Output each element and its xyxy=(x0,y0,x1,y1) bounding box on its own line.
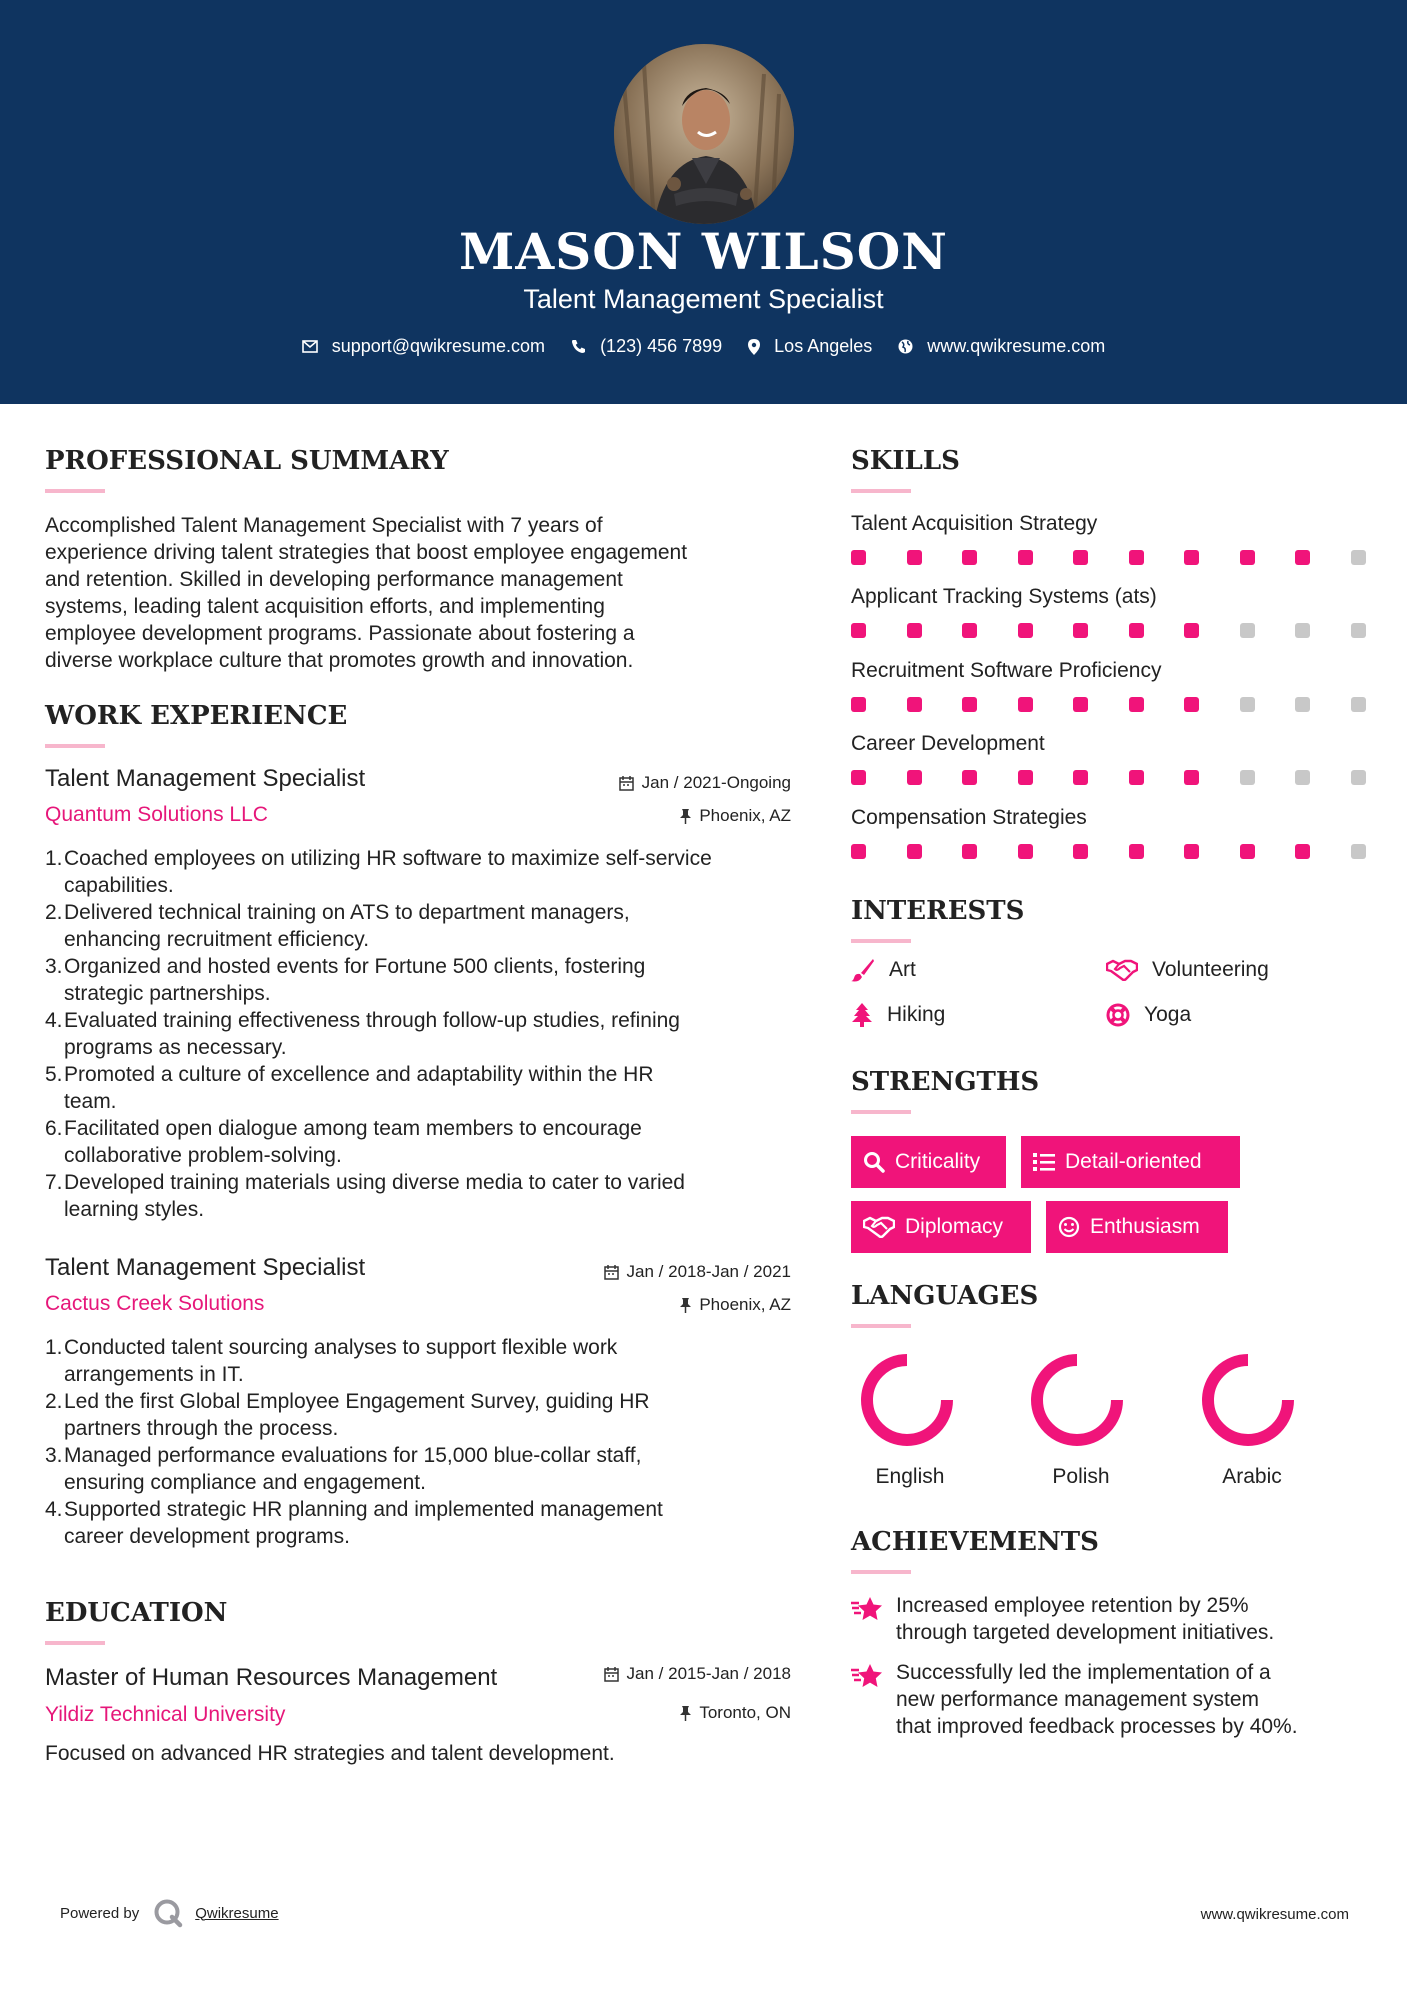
calendar-icon xyxy=(604,1667,619,1682)
job-dates xyxy=(500,1262,791,1282)
skill-dot-filled xyxy=(1073,697,1088,712)
pushpin-icon xyxy=(680,1706,691,1721)
skill-dot-filled xyxy=(1018,550,1033,565)
achievements-underline xyxy=(851,1570,911,1574)
skill-dot-filled xyxy=(1240,844,1255,859)
interest-item: Volunteering xyxy=(1106,958,1269,982)
skill-dot-filled xyxy=(1184,697,1199,712)
skill-dot-empty xyxy=(1295,623,1310,638)
summary-text xyxy=(45,512,805,674)
interest-item: Hiking xyxy=(851,1003,945,1027)
paintbrush-icon xyxy=(851,958,875,982)
experience-underline xyxy=(45,744,105,748)
skill-rating xyxy=(851,550,1371,566)
pushpin-icon xyxy=(680,1298,691,1313)
education-heading: EDUCATION xyxy=(45,1598,228,1628)
contact-phone[interactable] xyxy=(571,336,722,357)
candidate-name: MASON WILSON xyxy=(459,222,948,281)
skill-dot-filled xyxy=(1184,623,1199,638)
job-location-text: Phoenix, AZ xyxy=(699,806,791,825)
language-ring-arc xyxy=(1037,1360,1117,1440)
candidate-role: Talent Management Specialist xyxy=(523,284,884,314)
bullet-item: 5. Promoted a culture of excellence and adaptability within the HR team. xyxy=(45,1063,654,1113)
skill-rating xyxy=(851,844,1371,860)
interests-heading: INTERESTS xyxy=(851,896,1025,926)
language-ring xyxy=(1027,1350,1127,1450)
education-location-text: Toronto, ON xyxy=(699,1703,791,1722)
skill-rating xyxy=(851,623,1371,639)
skill-dot-filled xyxy=(851,623,866,638)
handshake-icon xyxy=(1106,959,1138,981)
skill-dot-filled xyxy=(1129,550,1144,565)
job-location-text: Phoenix, AZ xyxy=(699,1295,791,1314)
skill-dot-empty xyxy=(1240,623,1255,638)
skill-dot-filled xyxy=(851,844,866,859)
skill-dot-empty xyxy=(1240,697,1255,712)
skill-dot-filled xyxy=(907,770,922,785)
bullet-item: 3. Managed performance evaluations for 15,000 blue-collar staff, ensuring compliance and engagement. xyxy=(45,1444,642,1494)
skill-dot-empty xyxy=(1351,770,1366,785)
skill-dot-filled xyxy=(1073,770,1088,785)
summary-line: and retention. Skilled in developing performance management xyxy=(45,568,623,591)
skill-dot-filled xyxy=(1295,550,1310,565)
footer-powered-by xyxy=(60,1898,279,1928)
job-location xyxy=(500,806,791,826)
interest-item: Yoga xyxy=(1106,1003,1191,1027)
skill-dot-filled xyxy=(1295,844,1310,859)
skill-name: Talent Acquisition Strategy xyxy=(851,512,1098,535)
bullet-item: 6. Facilitated open dialogue among team members to encourage collaborative problem-solving. xyxy=(45,1117,642,1167)
degree-title: Master of Human Resources Management xyxy=(45,1664,498,1691)
languages-underline xyxy=(851,1324,911,1328)
skill-dot-filled xyxy=(962,770,977,785)
globe-icon xyxy=(898,339,913,354)
skill-name: Compensation Strategies xyxy=(851,806,1087,829)
achievement-item: Increased employee retention by 25% through targeted development initiatives. xyxy=(896,1594,1275,1644)
resume-header xyxy=(0,0,1407,404)
education-description: Focused on advanced HR strategies and talent development. xyxy=(45,1742,615,1765)
experience-heading: WORK EXPERIENCE xyxy=(45,701,348,731)
summary-line: systems, leading talent acquisition efforts, and implementing xyxy=(45,595,605,618)
contact-website-text: www.qwikresume.com xyxy=(927,336,1106,356)
interests-underline xyxy=(851,939,911,943)
school-name[interactable]: Yildiz Technical University xyxy=(45,1703,286,1726)
skill-dot-filled xyxy=(907,844,922,859)
list-icon xyxy=(1033,1152,1055,1172)
skill-name: Career Development xyxy=(851,732,1045,755)
envelope-icon xyxy=(302,340,318,353)
skill-dot-filled xyxy=(962,844,977,859)
skill-dot-filled xyxy=(1240,550,1255,565)
skill-dot-filled xyxy=(1018,623,1033,638)
skill-rating xyxy=(851,697,1371,713)
calendar-icon xyxy=(604,1265,619,1280)
summary-line: employee development programs. Passionate about fostering a xyxy=(45,622,635,645)
footer-website[interactable]: www.qwikresume.com xyxy=(1200,1906,1349,1923)
job-title: Talent Management Specialist xyxy=(45,1254,366,1281)
skill-dot-filled xyxy=(1129,623,1144,638)
summary-line: diverse workplace culture that promotes growth and innovation. xyxy=(45,649,634,672)
strength-badge: Criticality xyxy=(851,1136,1006,1188)
skill-dot-empty xyxy=(1240,770,1255,785)
contact-phone-text: (123) 456 7899 xyxy=(600,336,723,356)
skill-dot-filled xyxy=(1073,550,1088,565)
achievements-heading: ACHIEVEMENTS xyxy=(851,1527,1099,1557)
skill-dot-filled xyxy=(1073,844,1088,859)
job-bullets xyxy=(45,1334,805,1550)
interest-item: Art xyxy=(851,958,916,982)
skill-dot-empty xyxy=(1351,550,1366,565)
pushpin-icon xyxy=(680,809,691,824)
company-name[interactable]: Cactus Creek Solutions xyxy=(45,1292,265,1315)
languages-heading: LANGUAGES xyxy=(851,1281,1039,1311)
education-dates xyxy=(500,1664,791,1684)
strengths-underline xyxy=(851,1110,911,1114)
contact-bar xyxy=(0,336,1407,357)
summary-heading: PROFESSIONAL SUMMARY xyxy=(45,446,449,476)
language-ring xyxy=(857,1350,957,1450)
qwikresume-link[interactable]: Qwikresume xyxy=(195,1904,279,1922)
lifebuoy-icon xyxy=(1106,1003,1130,1027)
skill-dot-filled xyxy=(1184,844,1199,859)
handshake-icon xyxy=(863,1216,895,1238)
bullet-item: 2. Led the first Global Employee Engagement Survey, guiding HR partners through the process. xyxy=(45,1390,650,1440)
language-ring-arc xyxy=(867,1360,947,1440)
skill-dot-empty xyxy=(1295,770,1310,785)
summary-line: Accomplished Talent Management Specialist with 7 years of xyxy=(45,514,603,537)
phone-icon xyxy=(571,339,586,354)
company-name[interactable]: Quantum Solutions LLC xyxy=(45,803,268,826)
contact-location-text: Los Angeles xyxy=(774,336,873,356)
search-icon xyxy=(863,1151,885,1173)
bullet-item: 3. Organized and hosted events for Fortune 500 clients, fostering strategic partnerships. xyxy=(45,955,646,1005)
strengths-heading: STRENGTHS xyxy=(851,1067,1040,1097)
strength-badge: Enthusiasm xyxy=(1046,1201,1228,1253)
skill-dot-filled xyxy=(1018,844,1033,859)
contact-email[interactable] xyxy=(302,336,545,357)
skill-dot-filled xyxy=(907,623,922,638)
skill-name: Recruitment Software Proficiency xyxy=(851,659,1162,682)
skill-dot-filled xyxy=(851,550,866,565)
skill-dot-filled xyxy=(851,770,866,785)
bullet-item: 4. Evaluated training effectiveness through follow-up studies, refining programs as necessary. xyxy=(45,1009,680,1059)
skill-dot-filled xyxy=(851,697,866,712)
skill-dot-filled xyxy=(1129,697,1144,712)
skill-dot-empty xyxy=(1351,697,1366,712)
bullet-item: 1. Coached employees on utilizing HR software to maximize self-service capabilities. xyxy=(45,847,712,897)
summary-underline xyxy=(45,489,105,493)
strength-badge: Detail-oriented xyxy=(1021,1136,1240,1188)
summary-line: experience driving talent strategies that boost employee engagement xyxy=(45,541,688,564)
contact-location xyxy=(748,336,872,357)
star-icon xyxy=(851,1663,883,1689)
powered-by-text: Powered by xyxy=(60,1904,140,1922)
language-ring xyxy=(1198,1350,1298,1450)
bullet-item: 4. Supported strategic HR planning and implemented management career development programs. xyxy=(45,1498,663,1548)
skill-dot-empty xyxy=(1295,697,1310,712)
language-ring-arc xyxy=(1208,1360,1288,1440)
calendar-icon xyxy=(619,776,634,791)
skill-dot-filled xyxy=(907,550,922,565)
education-dates-text: Jan / 2015-Jan / 2018 xyxy=(626,1664,791,1683)
language-name: Arabic xyxy=(1222,1465,1282,1488)
skill-dot-filled xyxy=(1018,770,1033,785)
qwikresume-logo-icon xyxy=(153,1898,183,1928)
bullet-item: 7. Developed training materials using diverse media to cater to varied learning styles. xyxy=(45,1171,685,1221)
skill-dot-filled xyxy=(1018,697,1033,712)
job-bullets xyxy=(45,845,805,1223)
skills-heading: SKILLS xyxy=(851,446,960,476)
achievement-item: Successfully led the implementation of a new performance management system that improved feedback processes by 40%. xyxy=(896,1661,1298,1738)
bullet-item: 1. Conducted talent sourcing analyses to support flexible work arrangements in IT. xyxy=(45,1336,618,1386)
job-location xyxy=(500,1295,791,1315)
education-underline xyxy=(45,1641,105,1645)
skill-dot-filled xyxy=(1184,550,1199,565)
star-icon xyxy=(851,1596,883,1622)
language-name: Polish xyxy=(1052,1465,1110,1488)
skill-dot-empty xyxy=(1351,623,1366,638)
job-dates xyxy=(500,773,791,793)
skill-name: Applicant Tracking Systems (ats) xyxy=(851,585,1157,608)
tree-icon xyxy=(851,1003,873,1027)
contact-website[interactable] xyxy=(898,336,1105,357)
smile-icon xyxy=(1058,1216,1080,1238)
skill-dot-empty xyxy=(1351,844,1366,859)
skill-dot-filled xyxy=(1073,623,1088,638)
job-title: Talent Management Specialist xyxy=(45,765,366,792)
skills-underline xyxy=(851,489,911,493)
skill-dot-filled xyxy=(962,623,977,638)
skill-dot-filled xyxy=(1184,770,1199,785)
profile-photo xyxy=(614,44,794,224)
education-location xyxy=(500,1703,791,1723)
map-pin-icon xyxy=(748,339,760,355)
job-dates-text: Jan / 2021-Ongoing xyxy=(641,773,791,792)
bullet-item: 2. Delivered technical training on ATS to department managers, enhancing recruitment efficiency. xyxy=(45,901,630,951)
strength-badge: Diplomacy xyxy=(851,1201,1031,1253)
contact-email-text: support@qwikresume.com xyxy=(331,336,546,356)
job-dates-text: Jan / 2018-Jan / 2021 xyxy=(626,1262,791,1281)
skill-dot-filled xyxy=(1129,844,1144,859)
skill-rating xyxy=(851,770,1371,786)
skill-dot-filled xyxy=(962,697,977,712)
skill-dot-filled xyxy=(962,550,977,565)
skill-dot-filled xyxy=(907,697,922,712)
language-name: English xyxy=(875,1465,945,1488)
skill-dot-filled xyxy=(1129,770,1144,785)
